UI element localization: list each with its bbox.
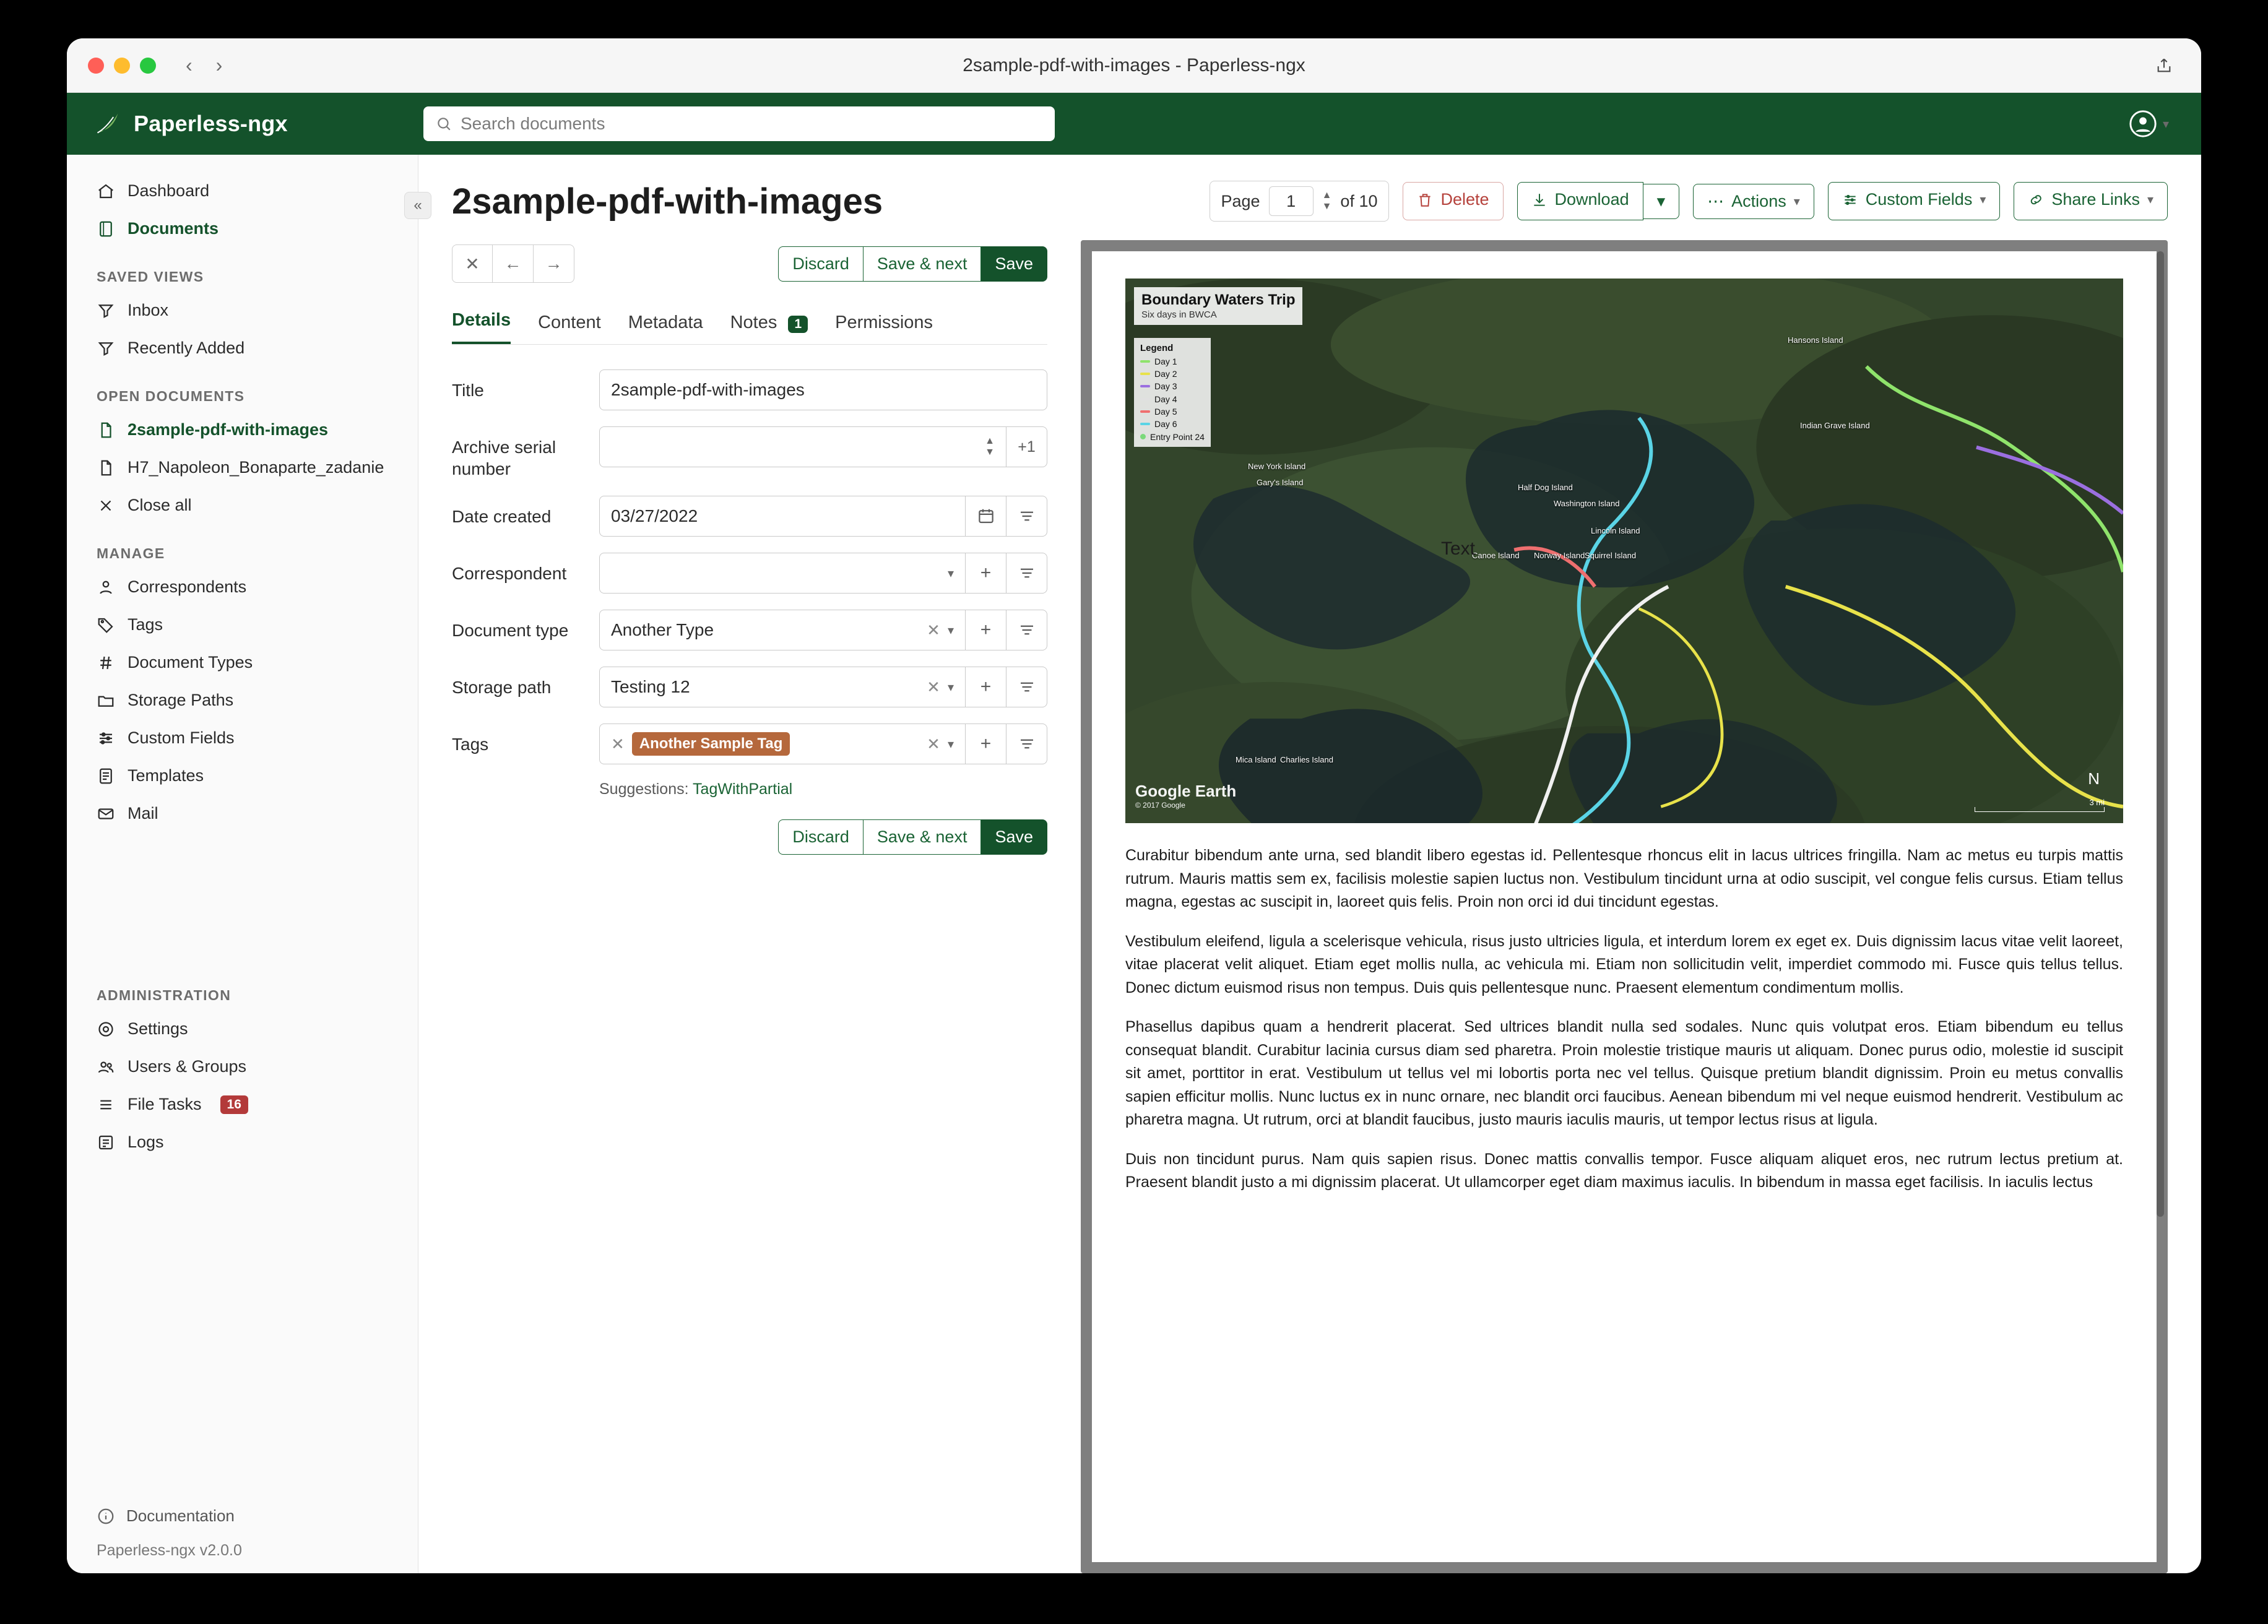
delete-button[interactable] xyxy=(1403,182,1503,220)
discard-button-bottom[interactable]: Discard xyxy=(778,819,863,855)
sidebar-item-label: H7_Napoleon_Bonaparte_zadanie xyxy=(128,458,384,477)
share-links-button[interactable] xyxy=(2014,182,2168,220)
page-number-input[interactable]: 1 xyxy=(1269,186,1314,216)
home-icon xyxy=(97,182,115,201)
filter-icon xyxy=(1018,564,1036,582)
sidebar-item-label: File Tasks xyxy=(128,1095,202,1113)
sidebar-item-templates[interactable] xyxy=(67,757,418,795)
legend-title: Legend xyxy=(1140,343,1174,353)
tags-filter-button[interactable] xyxy=(1006,723,1047,764)
folder-icon xyxy=(97,691,115,710)
legend-label: Entry Point 24 xyxy=(1150,431,1205,442)
map-place-label: Gary's Island xyxy=(1257,478,1304,487)
map-place-label: Charlies Island xyxy=(1280,755,1333,764)
sidebar-item-inbox[interactable] xyxy=(67,292,418,329)
page-stepper[interactable]: ▲ ▼ xyxy=(1322,190,1332,212)
sidebar-item-label: Inbox xyxy=(128,301,169,319)
storage-path-label: Storage path xyxy=(452,678,552,697)
sidebar-item-storage-paths[interactable] xyxy=(67,681,418,719)
user-circle-icon xyxy=(2129,110,2157,137)
document-type-label: Document type xyxy=(452,621,569,640)
tab-content[interactable] xyxy=(538,313,601,344)
delete-label: Delete xyxy=(1440,190,1489,209)
discard-button[interactable]: Discard xyxy=(778,246,863,282)
mail-icon xyxy=(97,805,115,823)
map-place-label: Mica Island xyxy=(1236,755,1276,764)
forward-icon[interactable]: › xyxy=(215,54,223,76)
field-archive-serial-number xyxy=(452,426,1047,480)
sidebar-item-recently-added[interactable] xyxy=(67,329,418,367)
person-icon xyxy=(97,578,115,597)
remove-tag-icon[interactable]: ✕ xyxy=(611,734,625,753)
correspondent-select[interactable] xyxy=(599,553,966,594)
title-value: 2sample-pdf-with-images xyxy=(611,380,805,399)
legend-row xyxy=(1140,355,1205,368)
brand-name: Paperless-ngx xyxy=(134,111,288,136)
download-label: Download xyxy=(1554,190,1629,209)
sidebar-footer xyxy=(67,1498,418,1573)
legend-label: Day 5 xyxy=(1154,406,1177,417)
date-created-value: 03/27/2022 xyxy=(611,506,698,525)
pdf-preview-area[interactable] xyxy=(1081,240,2168,1573)
save-button[interactable]: Save xyxy=(981,246,1047,282)
info-icon xyxy=(97,1507,115,1526)
sidebar-item-label: Dashboard xyxy=(128,181,210,200)
sidebar-item-file-tasks[interactable] xyxy=(67,1086,418,1123)
previous-document-button[interactable]: ← xyxy=(493,244,534,283)
main-content xyxy=(418,155,2201,1573)
download-button[interactable] xyxy=(1517,182,1643,220)
paragraph: Vestibulum eleifend, ligula a scelerisque vehicula, risus justo ultricies ligula, et interdum lorem ex eget ex. Duis dignissim lacus vitae velit laoreet, vitae placerat velit aliquet. Etiam eget mollis nulla, ac vehicula mi. Etiam non sollicitudin velit, imperdiet commodo mi. Fusce quis tellus tellus. Donec dictum euismod risus non tempus. Duis quis pellentesque nunc. Praesent elementum condimentum mollis. xyxy=(1125,932,2123,996)
search-icon xyxy=(436,116,452,132)
close-icon xyxy=(97,496,115,515)
doc-nav-buttons[interactable] xyxy=(452,244,574,283)
clear-icon[interactable]: ✕ xyxy=(927,677,940,696)
search-input[interactable] xyxy=(423,106,1055,141)
document-body-text xyxy=(1125,844,2123,1194)
link-icon xyxy=(2028,192,2044,208)
storage-path-add-button[interactable]: + xyxy=(966,667,1006,707)
correspondent-filter-button[interactable] xyxy=(1006,553,1047,594)
map-title-box xyxy=(1134,287,1302,325)
legend-row xyxy=(1140,431,1205,443)
filter-icon xyxy=(1018,621,1036,639)
paragraph: Phasellus dapibus quam a hendrerit placerat. Sed ultrices blandit nulla sed sodales. Nunc quis volutpat eros. Etiam bibendum eu tellus consequat blandit. Curabitur lacinia cursus diam sed pharetra. Proin molestie tristique mauris ut aliquam. Donec purus odio, molestie id suscipit sit amet, porttitor in erat. Vestibulum ut tellus vel mi lobortis porta nec vel tellus. Quisque pretium blandit dignissim. Proin eu metus convallis sapien efficitur mollis. Nunc luctus ex in nunc ornare, nec blandit orci faucibus. Aenean bibendum mi vel neque euismod hendrerit. Vestibulum ac pharetra magna. Ut rutrum, orci at blandit faucibus, justo mauris iaculis mauris, ut tempor lectus risus at ligula. xyxy=(1125,1018,2123,1128)
chevron-down-icon: ▾ xyxy=(1793,194,1800,209)
page-label: Page xyxy=(1221,191,1260,210)
legend-label: Day 2 xyxy=(1154,369,1177,379)
download-button-group[interactable] xyxy=(1517,182,1680,220)
tab-metadata[interactable] xyxy=(628,313,703,344)
tab-label: Notes xyxy=(730,313,777,332)
gear-icon xyxy=(97,1020,115,1039)
editor-tabs xyxy=(452,310,1047,345)
chevron-down-icon: ▾ xyxy=(2147,193,2153,207)
brand xyxy=(94,110,404,137)
file-icon xyxy=(97,459,115,477)
custom-fields-button[interactable] xyxy=(1828,182,2001,220)
tab-permissions[interactable] xyxy=(835,313,933,344)
list-icon xyxy=(97,1095,115,1114)
legend-row xyxy=(1140,368,1205,380)
sidebar-item-mail[interactable] xyxy=(67,795,418,832)
sidebar-item-open-doc-2[interactable] xyxy=(67,449,418,486)
sidebar-item-label: Users & Groups xyxy=(128,1057,247,1076)
app-header xyxy=(67,93,2201,155)
date-created-label: Date created xyxy=(452,507,552,526)
sidebar-item-correspondents[interactable] xyxy=(67,568,418,606)
title-label: Title xyxy=(452,381,484,400)
document-preview-pane xyxy=(1081,155,2201,1573)
tab-label: Content xyxy=(538,313,601,332)
share-links-label: Share Links xyxy=(2051,190,2140,209)
clear-icon[interactable]: ✕ xyxy=(927,734,940,753)
chevron-down-icon: ▾ xyxy=(947,566,954,581)
window-titlebar xyxy=(67,38,2201,93)
sidebar-item-logs[interactable] xyxy=(67,1123,418,1161)
tab-notes[interactable] xyxy=(730,313,808,344)
map-subtitle: Six days in BWCA xyxy=(1141,309,1217,320)
sidebar xyxy=(67,155,422,1573)
ellipsis-icon: ⋯ xyxy=(1707,191,1725,210)
details-form xyxy=(452,369,1047,855)
sidebar-item-users-groups[interactable] xyxy=(67,1048,418,1086)
tag-icon xyxy=(97,616,115,634)
suggestion-tag-link[interactable]: TagWithPartial xyxy=(693,780,793,798)
download-icon xyxy=(1531,192,1547,208)
document-type-filter-button[interactable] xyxy=(1006,610,1047,650)
calendar-icon[interactable] xyxy=(966,496,1006,537)
clear-icon[interactable]: ✕ xyxy=(927,620,940,639)
map-scale-label: 3 mi xyxy=(2089,798,2105,807)
filter-icon xyxy=(1018,735,1036,753)
legend-row xyxy=(1140,405,1205,418)
file-tasks-badge: 16 xyxy=(220,1095,248,1114)
document-edit-pane xyxy=(418,155,1081,1573)
map-place-label: Squirrel Island xyxy=(1585,551,1637,560)
suggestions-label: Suggestions: xyxy=(599,780,689,798)
asn-next-button[interactable]: +1 xyxy=(1006,426,1047,467)
legend-label: Day 4 xyxy=(1154,394,1177,404)
map-legend xyxy=(1134,338,1211,447)
app-window xyxy=(67,38,2201,1573)
user-menu-button[interactable] xyxy=(2129,110,2169,137)
save-and-next-button[interactable]: Save & next xyxy=(863,246,982,282)
preview-toolbar xyxy=(1081,181,2168,222)
sidebar-collapse-button[interactable]: « xyxy=(404,192,431,219)
close-document-button[interactable]: ✕ xyxy=(452,244,493,283)
sidebar-item-label: Settings xyxy=(128,1019,188,1038)
tags-add-button[interactable]: + xyxy=(966,723,1006,764)
sidebar-item-custom-fields[interactable] xyxy=(67,719,418,757)
tab-label: Permissions xyxy=(835,313,933,332)
pdf-page xyxy=(1092,251,2157,1562)
tab-label: Metadata xyxy=(628,313,703,332)
storage-path-filter-button[interactable] xyxy=(1006,667,1047,707)
sliders-icon xyxy=(97,729,115,748)
field-tags xyxy=(452,723,1047,764)
storage-path-value: Testing 12 xyxy=(611,677,690,696)
sidebar-item-label: Correspondents xyxy=(128,577,247,596)
legend-row xyxy=(1140,380,1205,392)
sidebar-item-label: Mail xyxy=(128,804,158,823)
map-place-label: Lincoln Island xyxy=(1591,526,1640,535)
notes-count-badge: 1 xyxy=(788,316,808,333)
sidebar-item-label: Templates xyxy=(128,766,204,785)
file-icon xyxy=(97,421,115,439)
tags-label: Tags xyxy=(452,735,489,754)
next-document-button[interactable]: → xyxy=(534,244,574,283)
legend-label: Day 6 xyxy=(1154,419,1177,430)
correspondent-label: Correspondent xyxy=(452,564,567,583)
asn-label: Archive serial number xyxy=(452,438,556,478)
sidebar-item-label: 2sample-pdf-with-images xyxy=(128,420,329,439)
map-center-text: Text xyxy=(1441,538,1476,559)
logs-icon xyxy=(97,1133,115,1152)
paperless-logo-icon xyxy=(94,110,121,137)
sidebar-section-manage: MANAGE xyxy=(97,545,165,561)
sidebar-item-tags[interactable] xyxy=(67,606,418,644)
sidebar-section-open-documents: OPEN DOCUMENTS xyxy=(97,388,245,404)
filter-icon xyxy=(1018,507,1036,525)
legend-label: Day 3 xyxy=(1154,381,1177,392)
sidebar-item-label: Storage Paths xyxy=(128,691,234,709)
map-attribution-copyright: © 2017 Google xyxy=(1135,801,1185,810)
tab-label: Details xyxy=(452,310,511,330)
sidebar-item-label: Custom Fields xyxy=(128,728,235,747)
funnel-icon xyxy=(97,339,115,358)
map-place-label: New York Island xyxy=(1248,462,1306,471)
sidebar-item-document-types[interactable] xyxy=(67,644,418,681)
paragraph: Curabitur bibendum ante urna, sed blandit libero egestas id. Pellentesque rhoncus elit in lacus ultrices fringilla. Nam ac metus eu turpis mattis rutrum. Mauris mattis sem ex, facilisis molestie sapien luctus non. Vestibulum tincidunt urna at odio suscipit, vel congue felis cursus. Etiam tellus magna, egestas ac suscipit in, laoreet quis felis. Proin non orci id dui tincidunt egestas. xyxy=(1125,847,2123,910)
sidebar-item-settings[interactable] xyxy=(67,1010,418,1048)
document-map-image xyxy=(1125,279,2123,823)
tag-chip[interactable]: Another Sample Tag xyxy=(632,732,790,756)
trash-icon xyxy=(1417,192,1433,208)
legend-row xyxy=(1140,393,1205,405)
hash-icon xyxy=(97,654,115,672)
editor-nav-row xyxy=(452,244,1047,283)
documentation-label: Documentation xyxy=(126,1506,235,1525)
actions-label: Actions xyxy=(1731,191,1786,210)
chevron-down-icon: ▾ xyxy=(2162,117,2169,131)
sidebar-item-documents[interactable] xyxy=(67,210,418,248)
correspondent-add-button[interactable]: + xyxy=(966,553,1006,594)
sidebar-item-label: Documents xyxy=(128,219,219,238)
sidebar-item-dashboard[interactable] xyxy=(67,172,418,210)
sidebar-section-administration: ADMINISTRATION xyxy=(97,987,232,1003)
map-place-label: Half Dog Island xyxy=(1518,483,1573,492)
field-document-type xyxy=(452,610,1047,650)
sidebar-item-label: Logs xyxy=(128,1133,164,1151)
map-place-label: Canoe Island xyxy=(1472,551,1520,560)
date-created-input[interactable] xyxy=(599,496,966,537)
map-title: Boundary Waters Trip xyxy=(1141,292,1296,308)
save-and-next-button-bottom[interactable]: Save & next xyxy=(863,819,982,855)
legend-row xyxy=(1140,418,1205,430)
map-attribution-label: Google Earth xyxy=(1135,782,1237,800)
chevron-down-icon: ▾ xyxy=(947,737,954,751)
map-attribution xyxy=(1135,782,1236,810)
field-correspondent xyxy=(452,553,1047,594)
asn-input[interactable] xyxy=(599,426,1006,467)
sidebar-item-label: Recently Added xyxy=(128,339,245,357)
users-icon xyxy=(97,1058,115,1076)
sliders-icon xyxy=(1842,192,1858,208)
back-icon[interactable]: ‹ xyxy=(186,54,193,76)
preview-scrollbar[interactable] xyxy=(2157,251,2164,1217)
sidebar-item-open-doc-1[interactable] xyxy=(67,411,418,449)
chevron-down-icon: ▾ xyxy=(947,680,954,694)
tags-select[interactable] xyxy=(599,723,966,764)
sidebar-item-label: Close all xyxy=(128,496,192,514)
paragraph: Duis non tincidunt purus. Nam quis sapien risus. Donec mattis convallis tempor. Fusce aliquam aliquet eros, nec rutrum lectus pretium at. Praesent blandit justo a mi dignissim placerat. Ut ullamcorper eget diam maximus iaculis. In bibendum in massa eget facilisis. In iaculis lectus xyxy=(1125,1150,2123,1191)
field-storage-path xyxy=(452,667,1047,707)
tab-details[interactable] xyxy=(452,310,511,344)
documents-icon xyxy=(97,220,115,238)
editor-save-buttons-top xyxy=(778,246,1047,282)
editor-save-buttons-bottom xyxy=(452,819,1047,855)
search-placeholder: Search documents xyxy=(461,114,605,133)
app-version: Paperless-ngx v2.0.0 xyxy=(97,1542,242,1559)
page-selector[interactable] xyxy=(1210,181,1390,222)
title-input[interactable] xyxy=(599,369,1047,410)
page-title: 2sample-pdf-with-images xyxy=(452,181,883,222)
field-title xyxy=(452,369,1047,410)
document-type-select[interactable] xyxy=(599,610,966,650)
document-type-add-button[interactable]: + xyxy=(966,610,1006,650)
chevron-down-icon: ▾ xyxy=(947,623,954,637)
field-date-created xyxy=(452,496,1047,537)
filter-icon xyxy=(1018,678,1036,696)
asn-stepper[interactable]: ▲ ▼ xyxy=(985,436,995,457)
tag-suggestions xyxy=(599,780,1047,798)
map-place-label: Washington Island xyxy=(1554,499,1620,508)
template-icon xyxy=(97,767,115,785)
sidebar-item-documentation[interactable] xyxy=(97,1498,418,1534)
legend-label: Day 1 xyxy=(1154,356,1177,366)
funnel-icon xyxy=(97,301,115,320)
custom-fields-label: Custom Fields xyxy=(1865,190,1973,209)
date-created-filter-button[interactable] xyxy=(1006,496,1047,537)
compass-icon: N xyxy=(2088,769,2100,788)
chevron-down-icon: ▾ xyxy=(1980,193,1986,207)
map-place-label: Norway Island xyxy=(1534,551,1585,560)
window-title: 2sample-pdf-with-images - Paperless-ngx xyxy=(963,54,1305,76)
share-icon[interactable] xyxy=(2155,55,2173,76)
document-type-value: Another Type xyxy=(611,620,714,639)
actions-button[interactable] xyxy=(1693,184,1814,219)
sidebar-section-saved-views: SAVED VIEWS xyxy=(97,269,204,285)
map-place-label: Hansons Island xyxy=(1788,335,1843,345)
map-place-label: Indian Grave Island xyxy=(1800,421,1870,430)
save-button-bottom[interactable]: Save xyxy=(981,819,1047,855)
download-dropdown-button[interactable]: ▾ xyxy=(1643,184,1680,219)
sidebar-item-close-all[interactable] xyxy=(67,486,418,524)
sidebar-item-label: Document Types xyxy=(128,653,253,672)
storage-path-select[interactable] xyxy=(599,667,966,707)
page-total-label: of 10 xyxy=(1340,191,1378,210)
sidebar-item-label: Tags xyxy=(128,615,163,634)
map-scalebar xyxy=(1975,798,2105,812)
